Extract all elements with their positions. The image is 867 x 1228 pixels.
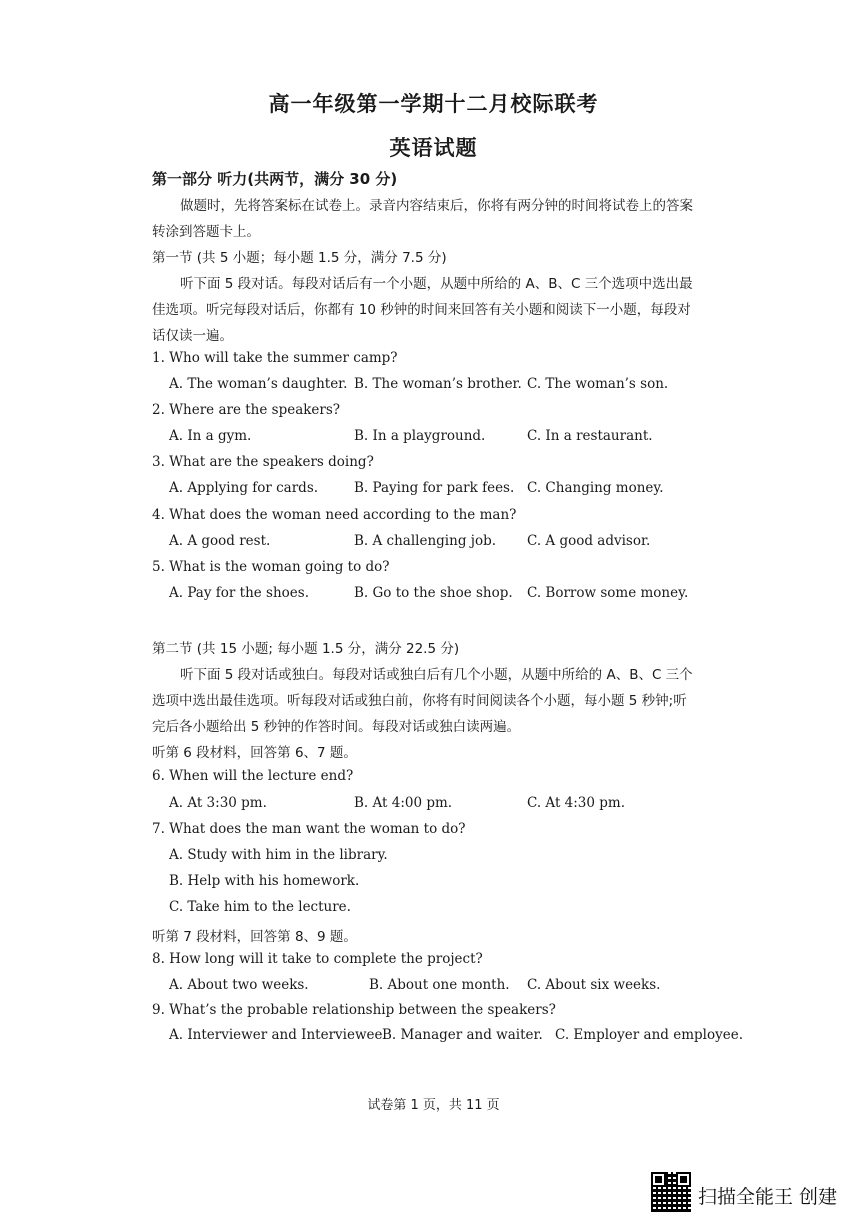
q1-option-c: C. The woman’s son. [527,376,669,392]
q5-option-b: B. Go to the shoe shop. [354,585,513,601]
q8-option-c: C. About six weeks. [527,977,661,993]
exam-subtitle: 英语试题 [389,136,478,160]
q2-option-c: C. In a restaurant. [527,428,653,444]
q3-option-a: A. Applying for cards. [169,480,319,496]
q6-option-c: C. At 4:30 pm. [527,795,626,811]
q2-option-a: A. In a gym. [169,428,252,444]
q6-option-a: A. At 3:30 pm. [169,795,267,811]
q9-option-b: B. Manager and waiter. [382,1027,543,1043]
question-4: 4. What does the woman need according to the man? [152,507,517,523]
q1-option-b: B. The woman’s brother. [354,376,522,392]
q4-option-c: C. A good advisor. [527,533,651,549]
q8-option-b: B. About one month. [369,977,510,993]
question-8: 8. How long will it take to complete the project? [152,951,483,967]
section1-heading: 第一节 (共 5 小题；每小题 1.5 分，满分 7.5 分) [152,250,447,266]
section1-instr-line1: 听下面 5 段对话。每段对话后有一个小题，从题中所给的 A、B、C 三个选项中选出最 [180,276,693,292]
question-7: 7. What does the man want the woman to do? [152,821,466,837]
question-1: 1. Who will take the summer camp? [152,350,398,366]
q6-option-b: B. At 4:00 pm. [354,795,453,811]
q5-option-a: A. Pay for the shoes. [169,585,310,601]
q4-option-b: B. A challenging job. [354,533,497,549]
q3-option-c: C. Changing money. [527,480,664,496]
q4-option-a: A. A good rest. [169,533,271,549]
section2-heading: 第二节 (共 15 小题; 每小题 1.5 分，满分 22.5 分) [152,641,460,657]
section2-instr-line2: 选项中选出最佳选项。听每段对话或独白前，你将有时间阅读各个小题，每小题 5 秒钟;听 [152,693,687,709]
q7-option-a: A. Study with him in the library. [169,847,388,863]
section2-instr-line1: 听下面 5 段对话或独白。每段对话或独白后有几个小题，从题中所给的 A、B、C 三个 [180,667,693,683]
question-6: 6. When will the lecture end? [152,768,354,784]
section1-instr-line2: 佳选项。听完每段对话后，你都有 10 秒钟的时间来回答有关小题和阅读下一小题，每段对 [152,302,691,318]
question-2: 2. Where are the speakers? [152,402,341,418]
qr-code-icon [651,1172,691,1212]
q7-option-c: C. Take him to the lecture. [169,899,351,915]
part1-intro-line1: 做题时，先将答案标在试卷上。录音内容结束后，你将有两分钟的时间将试卷上的答案 [180,198,693,214]
q7-option-b: B. Help with his homework. [169,873,360,889]
q1-option-a: A. The woman’s daughter. [169,376,348,392]
q2-option-b: B. In a playground. [354,428,486,444]
question-5: 5. What is the woman going to do? [152,559,390,575]
q8-option-a: A. About two weeks. [169,977,309,993]
part1-heading: 第一部分 听力(共两节，满分 30 分) [152,170,398,188]
exam-title: 高一年级第一学期十二月校际联考 [268,92,599,116]
q3-option-b: B. Paying for park fees. [354,480,515,496]
question-9: 9. What’s the probable relationship between the speakers? [152,1002,556,1018]
section1-instr-line3: 话仅读一遍。 [152,328,233,344]
part1-intro-line2: 转涂到答题卡上。 [152,224,260,240]
material-6-label: 听第 6 段材料，回答第 6、7 题。 [152,745,357,761]
q5-option-c: C. Borrow some money. [527,585,689,601]
material-7-label: 听第 7 段材料，回答第 8、9 题。 [152,929,357,945]
q9-option-a: A. Interviewer and Interviewee. [169,1027,387,1043]
watermark-label: 扫描全能王 创建 [698,1186,838,1208]
section2-instr-line3: 完后各小题给出 5 秒钟的作答时间。每段对话或独白读两遍。 [152,719,521,735]
question-3: 3. What are the speakers doing? [152,454,374,470]
page-number: 试卷第 1 页，共 11 页 [367,1098,500,1113]
q9-option-c: C. Employer and employee. [555,1027,743,1043]
